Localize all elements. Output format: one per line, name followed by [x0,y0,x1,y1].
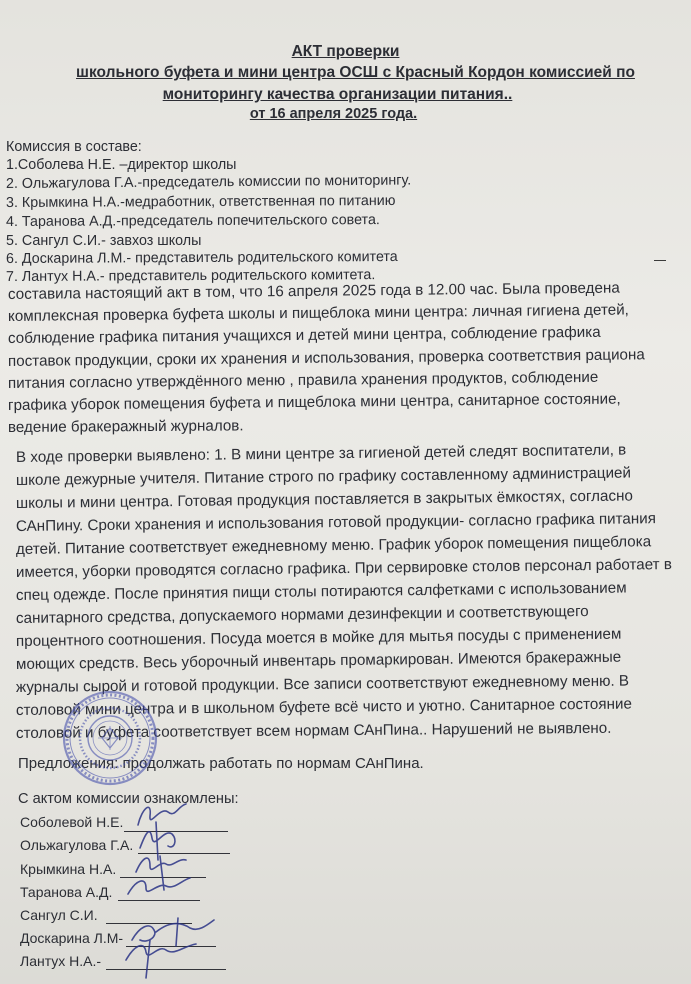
signatory-4: Таранова А.Д. [20,884,113,900]
proposals-text: Предложения: продолжать работать по нормам САнПина. [18,755,424,772]
signatory-5: Сангул С.И. [20,907,98,923]
signature-line-3 [120,877,206,878]
signatory-1: Соболевой Н.Е. [20,814,124,830]
signatory-3: Крымкина Н.А. [20,861,117,877]
findings-line-4: САнПину. Сроки хранения и использования готовой продукции- согласно графика питания [15,510,657,535]
findings-line-8: санитарного средства, допускаемого нормами дезинфекции и соответствующего [15,603,589,627]
findings-line-5: детей. Питание соответствует ежедневному меню. График уборок помещения пищеблока [15,533,652,558]
signature-3 [136,856,186,890]
findings-line-1: В ходе проверки выявлено: 1. В мини центре за гигиеной детей следят воспитатели, в [15,441,627,466]
intro-line-6: графика уборок помещения буфета и пищеблока мини центра, санитарное состояние, [7,390,621,414]
official-stamp [62,690,158,786]
findings-line-13: столовой и буфета соответствует всем нормам САнПина.. Нарушений не выявлено. [15,719,612,742]
member-3: 3. Крымкина Н.А.-медработник, ответственная по питанию [5,192,396,211]
intro-line-7: ведение бракеражный журналов. [7,417,244,436]
intro-line-1: составила настоящий акт в том, что 16 апреля 2025 года в 12.00 час. Была проведена [7,279,620,303]
document-subtitle-line-2: мониторингу качества организации питания.. [162,86,513,103]
member-6: 6. Доскарина Л.М.- представитель родительского комитета [5,248,398,267]
document-subtitle-line-1: школьного буфета и мини центра ОСШ с Красный Кордон комиссией по [76,64,635,81]
findings-line-6: имеется, уборки проводятся согласно графика. При сервировке столов персонал работает в [15,555,672,581]
findings-line-3: школы и мини центра. Готовая продукция поставляется в закрытых ёмкостях, согласно [15,487,633,512]
member-1: 1.Соболева Н.Е. –директор школы [6,157,237,173]
signature-line-6 [126,946,216,947]
intro-line-2: комплексная проверка буфета школы и пищеблока мини центра: личная гигиена детей, [7,301,629,325]
signature-line-4 [118,900,200,901]
signature-line-1 [124,831,228,832]
signatory-2: Ольжагулова Г.А. [20,837,134,853]
member-5: 5. Сангул С.И.- завхоз школы [6,233,202,249]
findings-line-10: моющих средств. Весь уборочный инвентарь промаркирован. Имеются бракеражные [15,648,622,673]
findings-line-7: спец одежде. После принятия пищи столы потираются салфетками с использованием [15,579,627,604]
document-title: АКТ проверки [291,43,400,60]
member-2: 2. Ольжагулова Г.А.-председатель комисcии по мониторингу. [5,172,412,192]
findings-line-9: процентного соотношения. Посуда моется в мойке для мытья посуды с применением [15,625,622,650]
signature-line-7 [106,969,226,970]
signature-line-5 [106,923,192,924]
signatory-6: Доскарина Л.М- [20,930,124,946]
member-7: 7. Лантух Н.А.- представитель родительского комитета. [5,267,376,285]
document-date: от 16 апреля 2025 года. [249,106,418,122]
intro-line-4: поставок продукции, сроки их хранения и использования, проверка соответствия рациона [7,346,645,370]
signature-4 [128,878,190,894]
commission-heading: Комиссия в составе: [6,139,142,155]
intro-line-3: соблюдение графика питания учащихся и детей мини центра, соблюдение графика [7,323,601,347]
findings-line-11: журналы сырой и готовой продукции. Все записи соответствуют ежедневному меню. В [15,672,630,696]
signature-2 [140,822,175,860]
signature-line-2 [138,853,230,854]
findings-line-12: столовой мини центра и в школьном буфете всё чисто и уютно. Санитарное состояние [15,695,632,719]
margin-dash [654,260,666,261]
intro-line-5: питания согласно утверждённого меню , правила хранения продуктов, соблюдение [7,368,599,392]
member-4: 4. Таранова А.Д.-председатель попечительского совета. [5,212,380,230]
signatory-7: Лантух Н.А.- [20,953,102,969]
findings-line-2: школе дежурные учителя. Питание строго по графику составленному администрацией [15,464,632,489]
acquainted-heading: С актом комиссии ознакомлены: [18,791,239,807]
